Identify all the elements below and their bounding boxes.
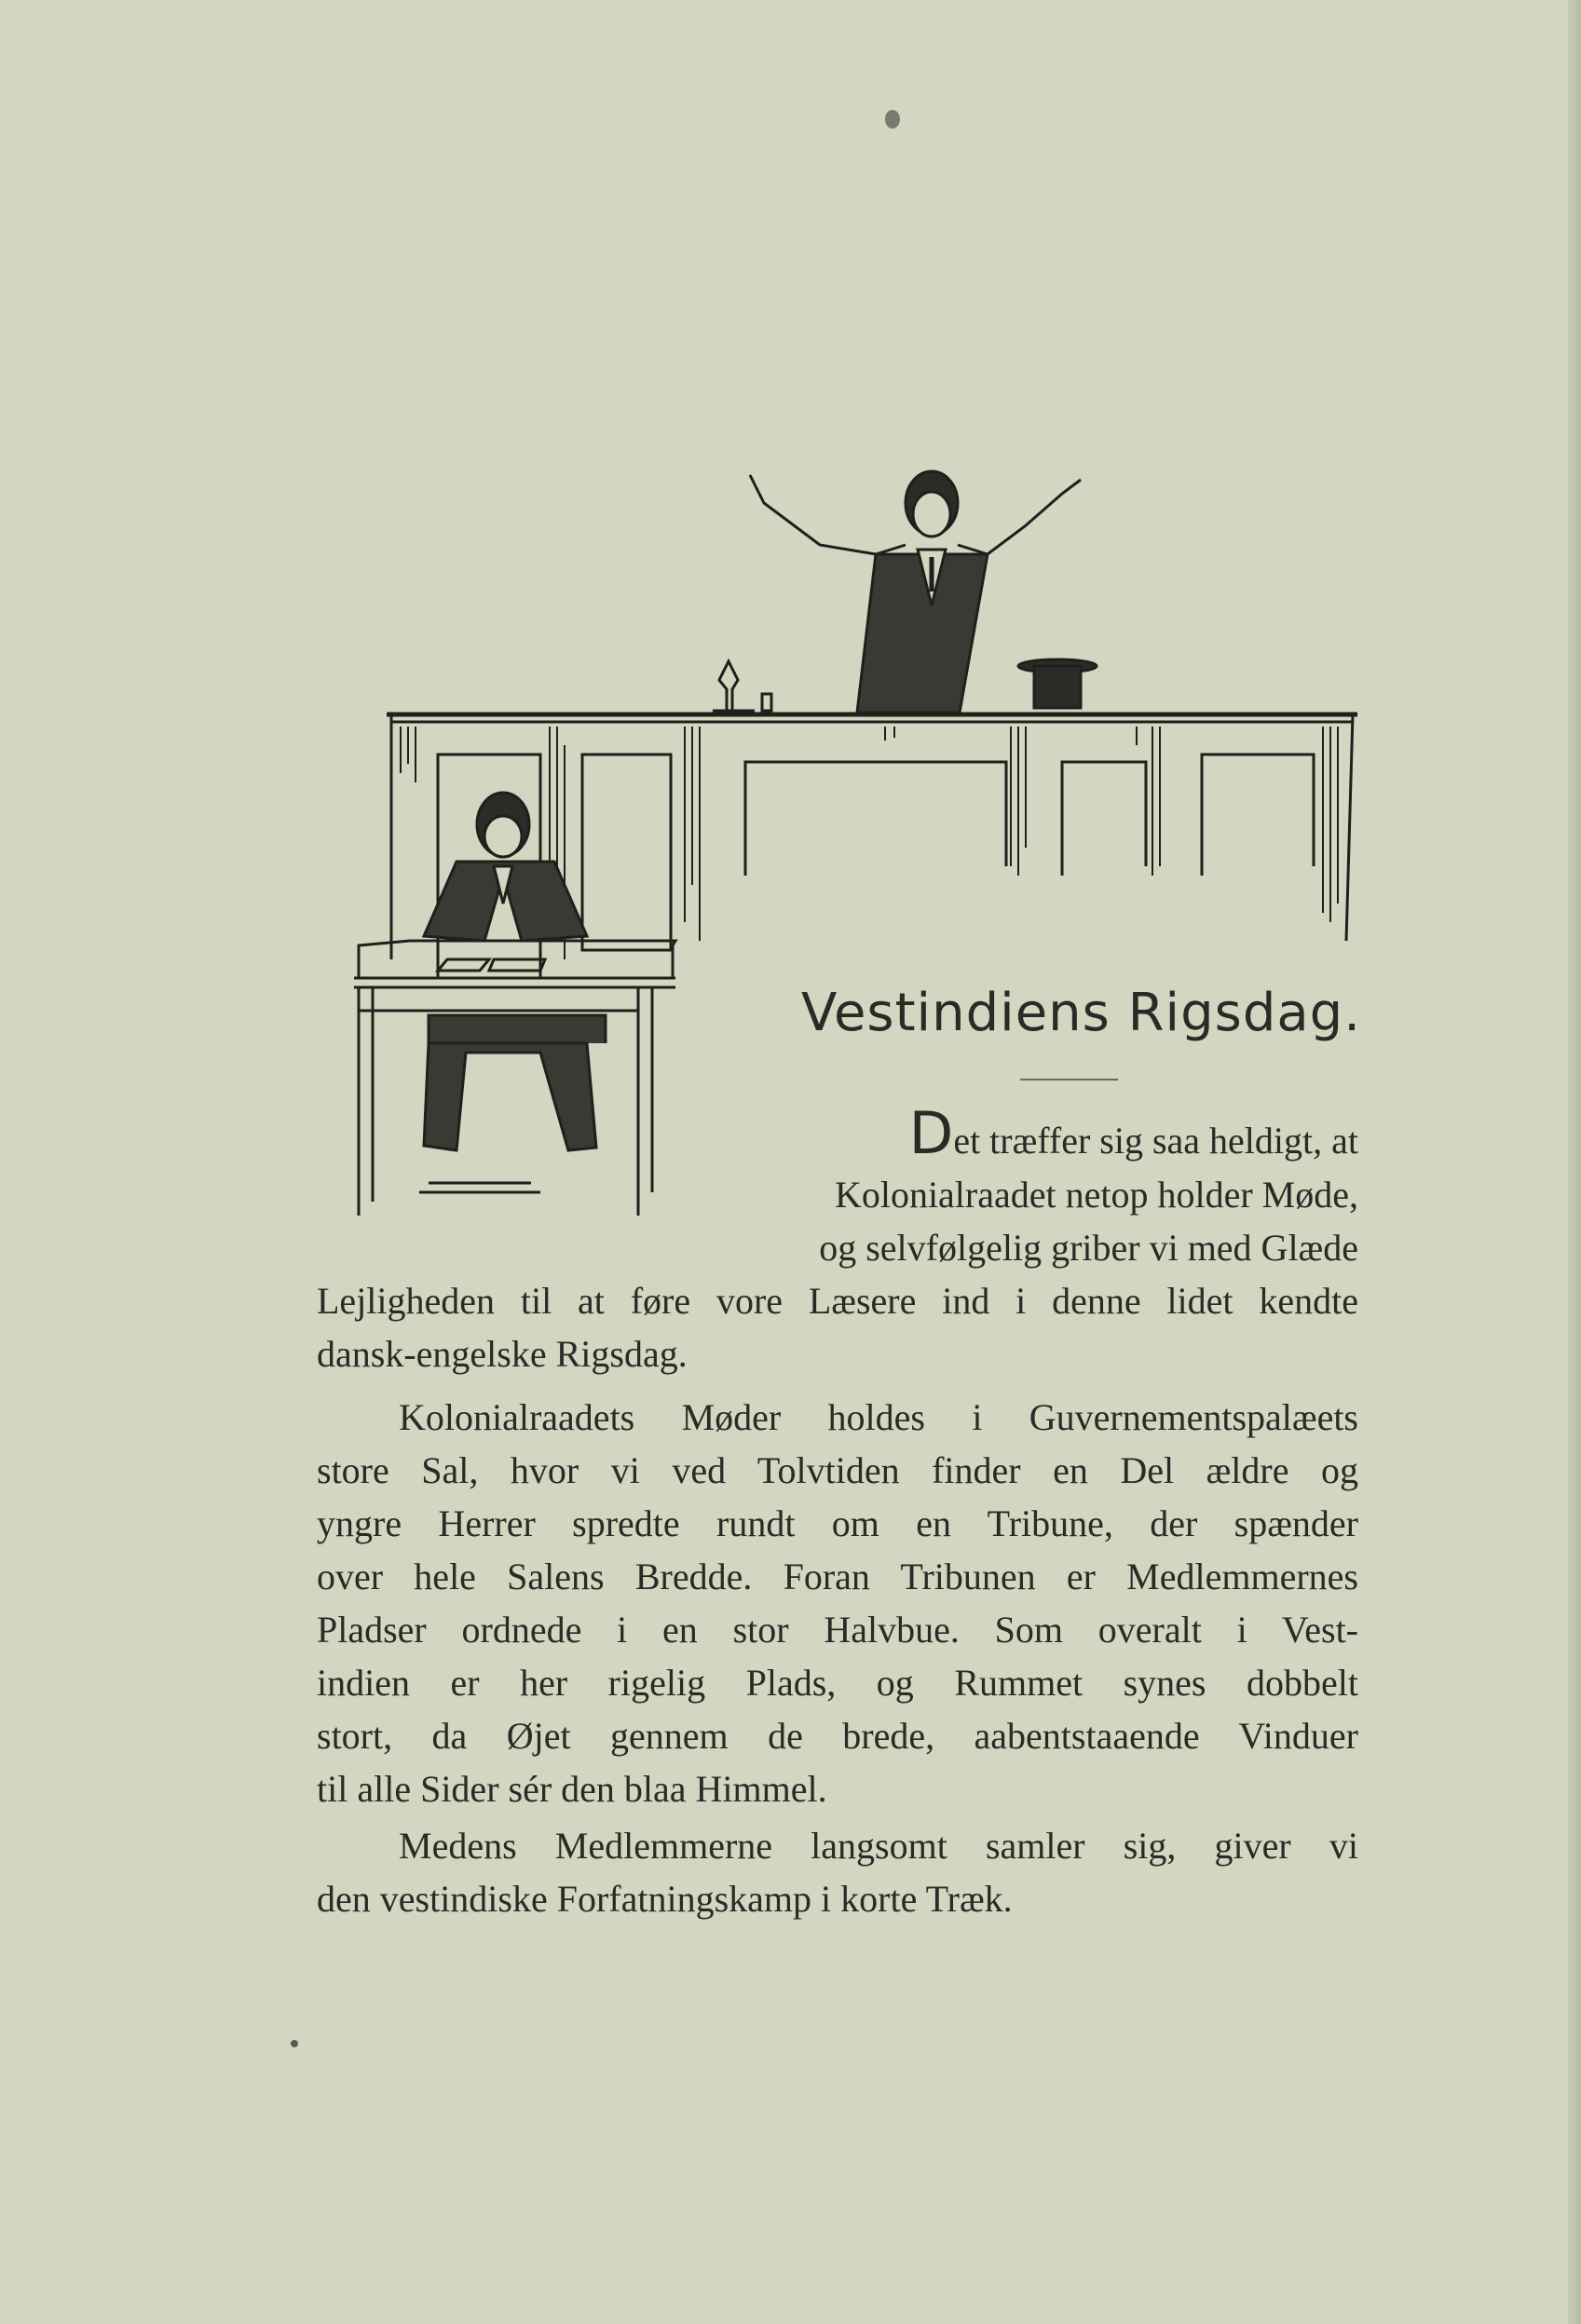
text-line: og selvfølgelig griber vi med Glæde	[819, 1227, 1358, 1269]
text-line-content: et træffer sig saa heldigt, at	[953, 1120, 1358, 1162]
text-line: stort, da Øjet gennem de brede, aabentstaaende Vinduer	[317, 1715, 1358, 1757]
text-line: Pladser ordnede i en stor Halvbue. Som overalt i Vest-	[317, 1609, 1358, 1651]
drop-cap: D	[908, 1099, 954, 1167]
text-line: den vestindiske Forfatningskamp i korte Træk.	[317, 1878, 1013, 1920]
text-line: dansk-engelske Rigsdag.	[317, 1333, 688, 1375]
text-line: Kolonialraadets Møder holdes i Guvernementspalæets	[399, 1396, 1358, 1438]
text-line: over hele Salens Bredde. Foran Tribunen er Medlemmernes	[317, 1556, 1358, 1597]
text-line: store Sal, hvor vi ved Tolvtiden finder en Del ældre og	[317, 1449, 1358, 1491]
text-line: indien er her rigelig Plads, og Rummet synes dobbelt	[317, 1662, 1358, 1704]
title-divider	[1020, 1079, 1118, 1080]
text-line: Medens Medlemmerne langsomt samler sig, giver vi	[399, 1825, 1358, 1867]
ink-speck	[291, 2040, 298, 2047]
text-line: til alle Sider sér den blaa Himmel.	[317, 1768, 827, 1810]
ink-speck	[885, 110, 900, 129]
text-line	[908, 1099, 1358, 1167]
page-edge	[1568, 0, 1581, 2324]
text-line: Kolonialraadet netop holder Møde,	[834, 1174, 1358, 1216]
text-line: yngre Herrer spredte rundt om en Tribune, der spænder	[317, 1502, 1358, 1544]
page-title: Vestindiens Rigsdag.	[801, 983, 1362, 1043]
text-line: Lejligheden til at føre vore Læsere ind i denne lidet kendte	[317, 1280, 1358, 1322]
